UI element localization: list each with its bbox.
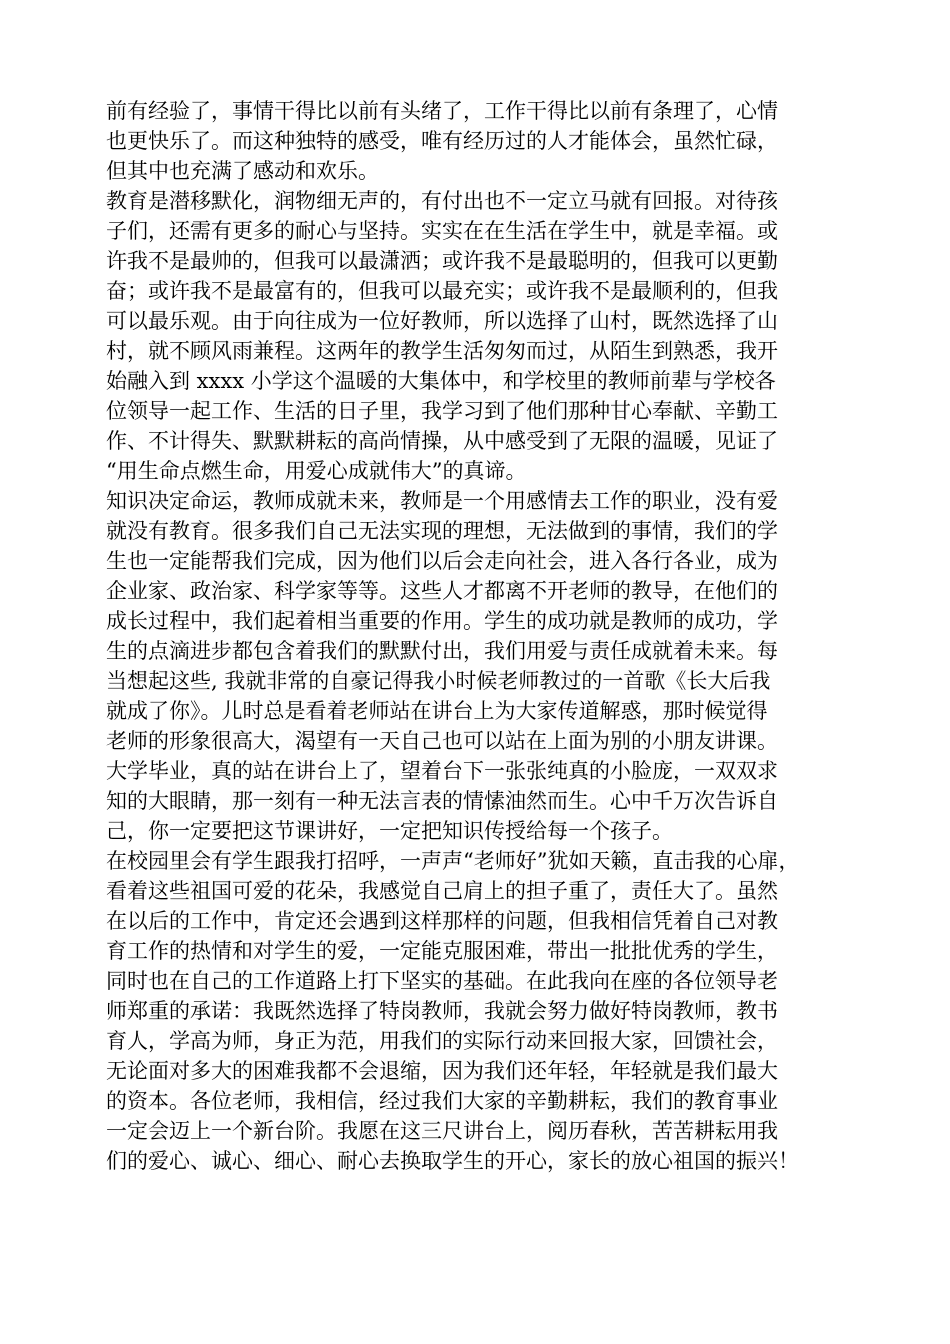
text-line: 一定会迈上一个新台阶。我愿在这三尺讲台上，阅历春秋，苦苦耕耘用我: [106, 1119, 778, 1143]
text-line: 作、不计得失、默默耕耘的高尚情操，从中感受到了无限的温暖，见证了: [106, 429, 778, 453]
text-line: 村，就不顾风雨兼程。这两年的教学生活匆匆而过，从陌生到熟悉，我开: [106, 339, 778, 363]
text-line: 知的大眼睛，那一刻有一种无法言表的情愫油然而生。心中千万次告诉自: [106, 789, 778, 813]
text-line: 育人，学高为师，身正为范，用我们的实际行动来回报大家，回馈社会，: [106, 1029, 778, 1053]
text-line: 子们，还需有更多的耐心与坚持。实实在在生活在学生中，就是幸福。或: [106, 219, 778, 243]
text-line: 育工作的热情和对学生的爱，一定能克服困难，带出一批批优秀的学生，: [106, 939, 778, 963]
text-line: 教育是潜移默化，润物细无声的，有付出也不一定立马就有回报。对待孩: [106, 189, 778, 213]
text-line: 们的爱心、诚心、细心、耐心去换取学生的开心，家长的放心祖国的振兴！: [106, 1149, 799, 1173]
text-line: 当想起这些, 我就非常的自豪记得我小时候老师教过的一首歌《长大后我: [106, 669, 771, 693]
paragraph-4: [106, 846, 868, 1176]
text-line: 可以最乐观。由于向往成为一位好教师，所以选择了山村，既然选择了山: [106, 309, 778, 333]
text-line: 成长过程中，我们起着相当重要的作用。学生的成功就是教师的成功，学: [106, 609, 778, 633]
text-line: 位领导一起工作、生活的日子里，我学习到了他们那种甘心奉献、辛勤工: [106, 399, 778, 423]
text-line: 知识决定命运，教师成就未来，教师是一个用感情去工作的职业，没有爱: [106, 489, 778, 513]
text-line: 就没有教育。很多我们自己无法实现的理想，无法做到的事情，我们的学: [106, 519, 778, 543]
paragraph-2: [106, 186, 868, 486]
text-line: 前有经验了，事情干得比以前有头绪了，工作干得比以前有条理了，心情: [106, 99, 778, 123]
text-line: 的资本。各位老师，我相信，经过我们大家的辛勤耕耘，我们的教育事业: [106, 1089, 778, 1113]
text-line: 始融入到 xxxx 小学这个温暖的大集体中，和学校里的教师前辈与学校各: [106, 369, 776, 393]
text-line: 师郑重的承诺：我既然选择了特岗教师，我就会努力做好特岗教师，教书: [106, 999, 778, 1023]
paragraph-1: [106, 96, 868, 186]
text-line: 但其中也充满了感动和欢乐。: [106, 159, 379, 183]
text-line: 就成了你》。儿时总是看着老师站在讲台上为大家传道解惑，那时候觉得: [106, 699, 768, 723]
text-line: 无论面对多大的困难我都不会退缩，因为我们还年轻，年轻就是我们最大: [106, 1059, 778, 1083]
text-line: 也更快乐了。而这种独特的感受，唯有经历过的人才能体会，虽然忙碌，: [106, 129, 778, 153]
text-line: 企业家、政治家、科学家等等。这些人才都离不开老师的教导，在他们的: [106, 579, 778, 603]
paragraph-3: [106, 486, 868, 846]
text-line: 在以后的工作中，肯定还会遇到这样那样的问题，但我相信凭着自己对教: [106, 909, 778, 933]
text-line: 奋；或许我不是最富有的，但我可以最充实；或许我不是最顺利的，但我: [106, 279, 778, 303]
text-line: 己，你一定要把这节课讲好，一定把知识传授给每一个孩子。: [106, 819, 673, 843]
text-line: “用生命点燃生命，用爱心成就伟大”的真谛。: [106, 459, 527, 483]
text-line: 在校园里会有学生跟我打招呼，一声声“老师好”犹如天籁，直击我的心扉，: [106, 849, 800, 873]
text-line: 老师的形象很高大，渴望有一天自己也可以站在上面为别的小朋友讲课。: [106, 729, 778, 753]
text-line: 同时也在自己的工作道路上打下坚实的基础。在此我向在座的各位领导老: [106, 969, 778, 993]
text-line: 生的点滴进步都包含着我们的默默付出，我们用爱与责任成就着未来。每: [106, 639, 778, 663]
text-line: 大学毕业，真的站在讲台上了，望着台下一张张纯真的小脸庞，一双双求: [106, 759, 778, 783]
document-body: [106, 96, 868, 1176]
text-line: 看着这些祖国可爱的花朵，我感觉自己肩上的担子重了，责任大了。虽然: [106, 879, 778, 903]
text-line: 生也一定能帮我们完成，因为他们以后会走向社会，进入各行各业，成为: [106, 549, 778, 573]
text-line: 许我不是最帅的，但我可以最潇洒；或许我不是最聪明的，但我可以更勤: [106, 249, 778, 273]
